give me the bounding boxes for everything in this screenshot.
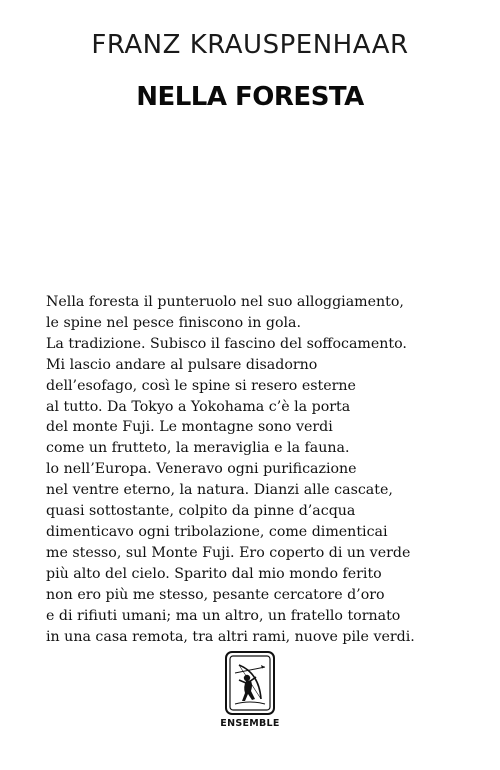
poem-line: nel ventre eterno, la natura. Dianzi alle cascate,	[46, 482, 393, 499]
author-name: FRANZ KRAUSPENHAAR	[91, 30, 409, 60]
publisher-name: ENSEMBLE	[220, 718, 280, 729]
poem-line: Mi lascio andare al pulsare disadorno	[46, 356, 318, 373]
ensemble-archer-logo-icon	[225, 651, 275, 721]
poem-line: Nella foresta il punteruolo nel suo alloggiamento,	[46, 294, 404, 310]
poem-line: non ero più me stesso, pesante cercatore d’oro	[46, 586, 385, 603]
poem-line: in una casa remota, tra altri rami, nuove pile verdi.	[46, 628, 415, 645]
book-title: NELLA FORESTA	[136, 82, 364, 112]
poem-line: quasi sottostante, colpito da pinne d’acqua	[46, 503, 356, 520]
poem-line: al tutto. Da Tokyo a Yokohama c’è la porta	[46, 398, 351, 415]
poem-line: le spine nel pesce finiscono in gola.	[46, 314, 301, 331]
poem-line: La tradizione. Subisco il fascino del soffocamento.	[46, 335, 407, 352]
poem-text	[46, 292, 466, 647]
poem-line: lo nell’Europa. Veneravo ogni purificazione	[46, 461, 357, 478]
poem-line: più alto del cielo. Sparito dal mio mondo ferito	[46, 565, 382, 582]
poem-line: del monte Fuji. Le montagne sono verdi	[46, 419, 333, 436]
poem-line: e di rifiuti umani; ma un altro, un fratello tornato	[46, 607, 401, 624]
poem-line: me stesso, sul Monte Fuji. Ero coperto di un verde	[46, 544, 411, 561]
poem-line: dimenticavo ogni tribolazione, come dimenticai	[46, 523, 388, 540]
poem-line: come un frutteto, la meraviglia e la fauna.	[46, 440, 350, 457]
poem-line: dell’esofago, così le spine si resero esterne	[46, 377, 356, 394]
